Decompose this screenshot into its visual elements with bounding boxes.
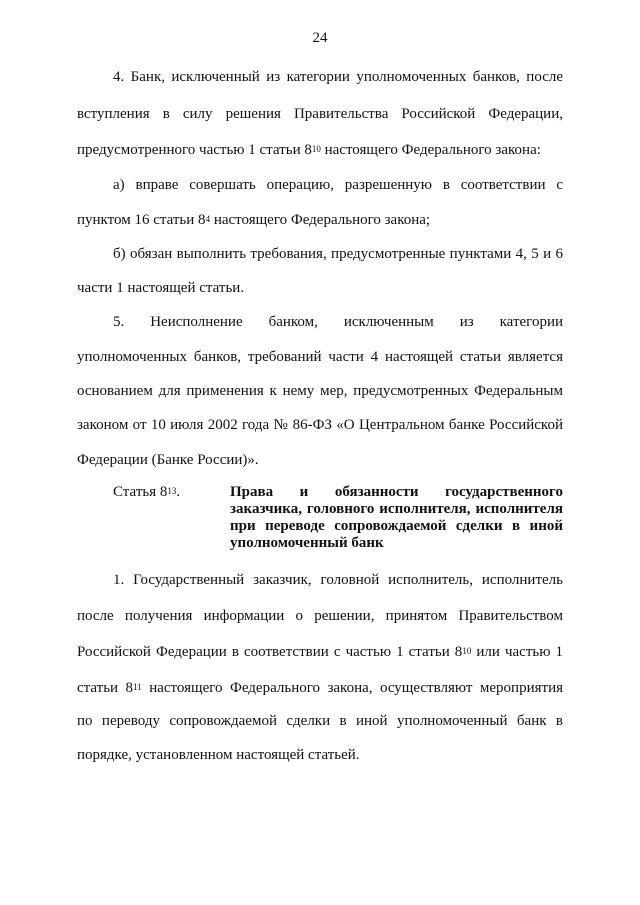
paragraph-4-line-3 xyxy=(77,141,563,159)
article-title xyxy=(230,484,563,552)
text-fragment: . xyxy=(176,484,181,500)
article-paragraph-1-line-4 xyxy=(77,679,563,697)
page-number: 24 xyxy=(312,30,328,46)
text-fragment: пунктом 16 статьи 8 xyxy=(77,212,206,228)
superscript: 11 xyxy=(133,682,142,692)
text-fragment: настоящего Федерального закона, осуществляют мероприятия xyxy=(141,680,563,696)
text-fragment: статьи 8 xyxy=(77,680,134,696)
text-fragment: настоящего Федерального закона: xyxy=(320,142,541,158)
text-fragment: Российской Федерации в соответствии с частью 1 статьи 8 xyxy=(77,644,463,660)
text-fragment: предусмотренного частью 1 статьи 8 xyxy=(77,142,312,158)
subparagraph-b-line-1: б) обязан выполнить требования, предусмотренные пунктами 4, 5 и 6 xyxy=(113,246,563,262)
superscript: 10 xyxy=(311,144,321,154)
subparagraph-b-line-2: части 1 настоящей статьи. xyxy=(77,280,245,296)
article-label xyxy=(113,484,180,501)
superscript: 13 xyxy=(167,486,177,496)
article-paragraph-1-line-3 xyxy=(77,643,563,661)
article-title-line: заказчика, головного исполнителя, исполнителя xyxy=(230,501,563,517)
paragraph-5-line-2: уполномоченных банков, требований части 4 настоящей статьи является xyxy=(77,349,563,365)
text-fragment: Статья 8 xyxy=(113,484,168,500)
paragraph-4-line-2: вступления в силу решения Правительства Российской Федерации, xyxy=(77,106,563,122)
paragraph-5-line-1: 5. Неисполнение банком, исключенным из категории xyxy=(113,314,563,330)
superscript: 4 xyxy=(205,214,211,224)
paragraph-4-line-1: 4. Банк, исключенный из категории уполномоченных банков, после xyxy=(113,69,563,85)
article-title-line: Права и обязанности государственного xyxy=(230,484,563,500)
superscript: 10 xyxy=(462,646,472,656)
text-fragment: или частью 1 xyxy=(471,644,563,660)
article-paragraph-1-line-1: 1. Государственный заказчик, головной исполнитель, исполнитель xyxy=(113,572,563,588)
article-title-line: при переводе сопровождаемой сделки в иной xyxy=(230,518,563,534)
text-fragment: настоящего Федерального закона; xyxy=(210,212,431,228)
paragraph-5-line-5: Федерации (Банке России)». xyxy=(77,452,259,468)
subparagraph-a-line-2 xyxy=(77,211,563,229)
article-paragraph-1-line-5: по переводу сопровождаемой сделки в иной уполномоченный банк в xyxy=(77,713,563,729)
article-title-line: уполномоченный банк xyxy=(230,535,384,551)
article-paragraph-1-line-2: после получения информации о решении, принятом Правительством xyxy=(77,608,563,624)
article-paragraph-1-line-6: порядке, установленном настоящей статьей. xyxy=(77,747,360,763)
subparagraph-a-line-1: а) вправе совершать операцию, разрешенную в соответствии с xyxy=(113,177,563,193)
paragraph-5-line-4: законом от 10 июля 2002 года № 86-ФЗ «О Центральном банке Российской xyxy=(77,417,563,433)
paragraph-5-line-3: основанием для применения к нему мер, предусмотренных Федеральным xyxy=(77,383,563,399)
